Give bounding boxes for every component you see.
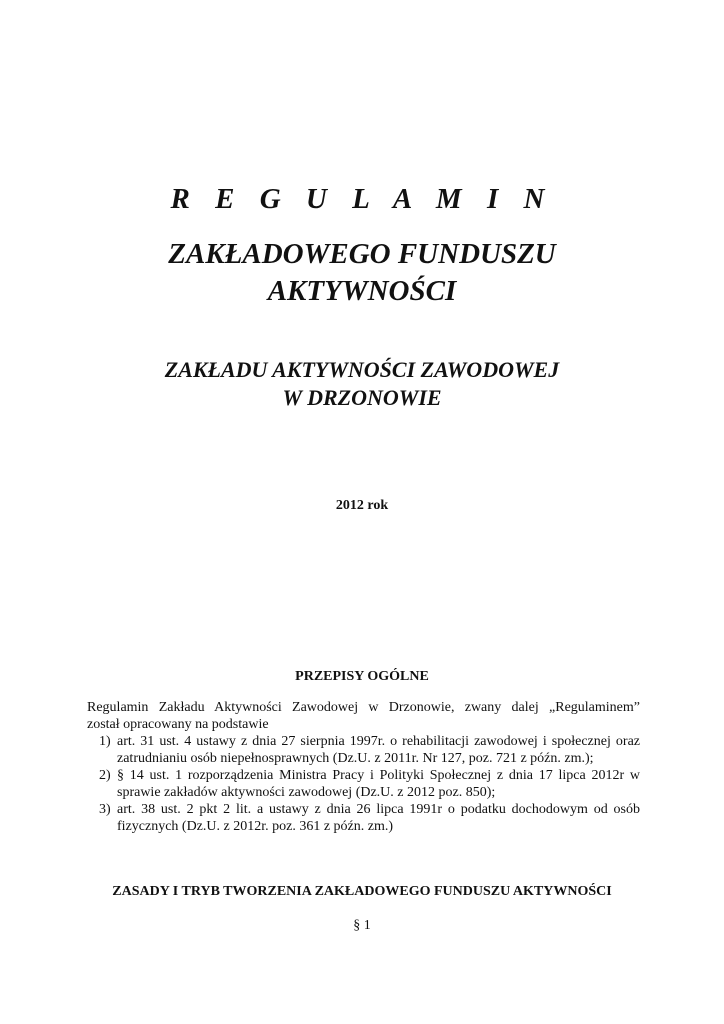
list-item bbox=[87, 801, 640, 835]
list-item-number: 1) bbox=[99, 734, 111, 749]
section-heading-general-provisions: PRZEPISY OGÓLNE bbox=[295, 669, 429, 684]
subtitle-line-1: ZAKŁADOWEGO FUNDUSZU bbox=[168, 238, 556, 270]
list-item bbox=[87, 733, 640, 767]
subtitle-line-2: AKTYWNOŚCI bbox=[267, 275, 457, 307]
organization-name bbox=[0, 356, 724, 412]
document-subtitle bbox=[0, 236, 724, 310]
legal-basis-list bbox=[87, 733, 640, 835]
list-item-number: 3) bbox=[99, 802, 111, 817]
intro-line-2: został opracowany na podstawie bbox=[87, 717, 269, 732]
organization-line-1: ZAKŁADU AKTYWNOŚCI ZAWODOWEJ bbox=[164, 357, 560, 382]
paragraph-mark: § 1 bbox=[353, 918, 371, 933]
list-item-text: art. 38 ust. 2 pkt 2 lit. a ustawy z dnia 26 lipca 1991r o podatku dochodowym od osób fizycznych (Dz.U. z 2012r. poz. 361 z późn. zm.) bbox=[117, 802, 640, 834]
list-item bbox=[87, 767, 640, 801]
list-item-number: 2) bbox=[99, 768, 111, 783]
organization-line-2: W DRZONOWIE bbox=[282, 385, 442, 410]
list-item-text: § 14 ust. 1 rozporządzenia Ministra Pracy i Polityki Społecznej z dnia 17 lipca 2012r w sprawie zakładów aktywności zawodowej (Dz.U. z 2012 poz. 850); bbox=[117, 768, 640, 800]
intro-paragraph bbox=[87, 699, 640, 733]
document-year: 2012 rok bbox=[335, 498, 389, 513]
list-item-text: art. 31 ust. 4 ustawy z dnia 27 sierpnia 1997r. o rehabilitacji zawodowej i społecznej oraz zatrudnianiu osób niepełnosprawnych (Dz.U. z 2011r. Nr 127, poz. 721 z późn. zm.); bbox=[117, 734, 640, 766]
section-heading-fund-rules: ZASADY I TRYB TWORZENIA ZAKŁADOWEGO FUNDUSZU AKTYWNOŚCI bbox=[112, 884, 612, 899]
document-title: R E G U L A M I N bbox=[170, 183, 554, 215]
intro-line-1: Regulamin Zakładu Aktywności Zawodowej w Drzonowie, zwany dalej „Regulaminem” bbox=[87, 700, 640, 715]
